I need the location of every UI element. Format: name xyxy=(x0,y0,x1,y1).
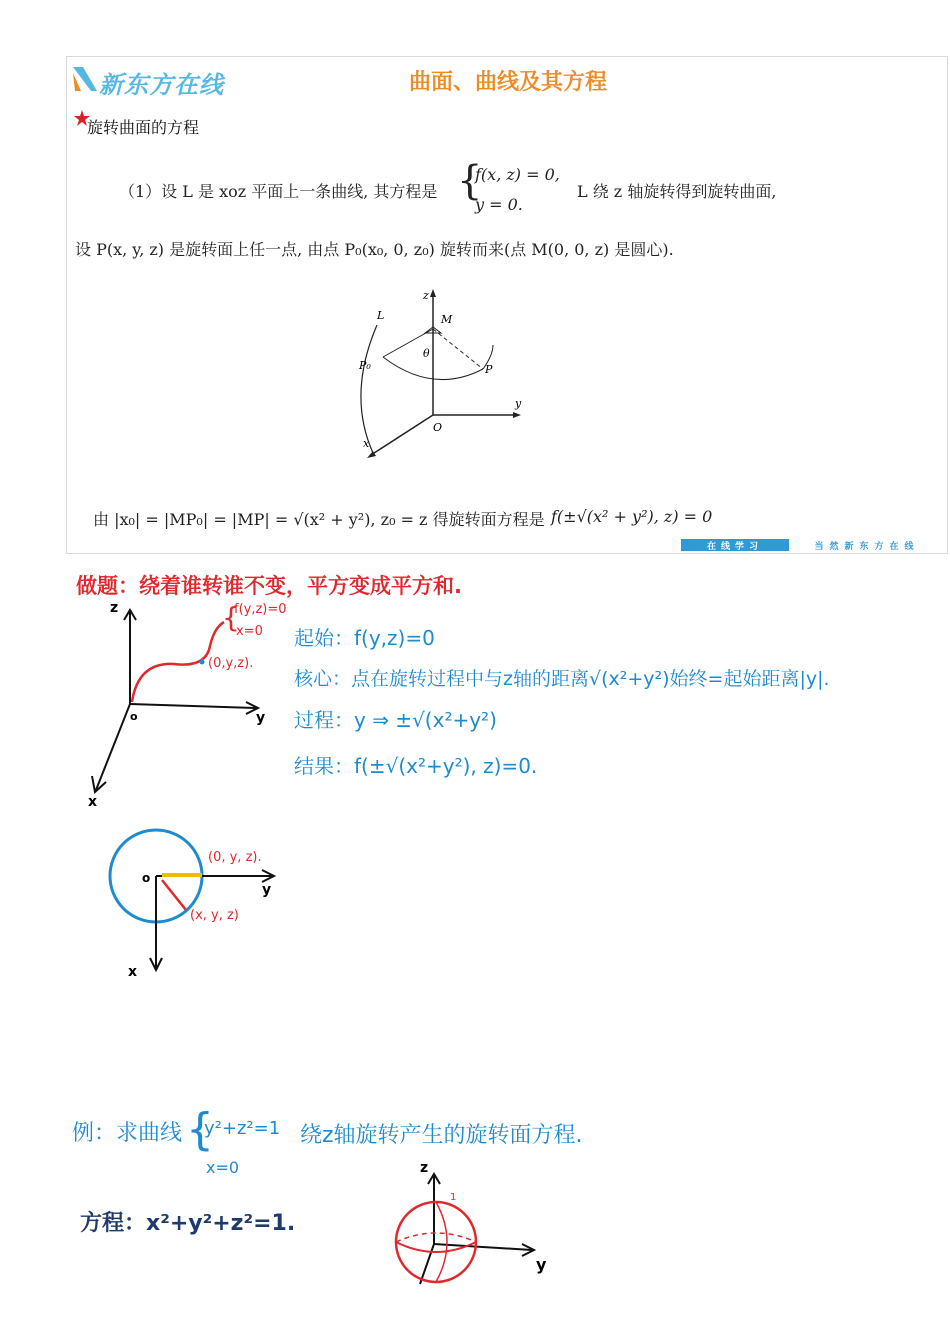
slide-title: 曲面、曲线及其方程 xyxy=(409,70,608,95)
derivation-result: f(±√(x² + y²), z) = 0 xyxy=(551,507,713,526)
note-origin: o xyxy=(130,710,138,723)
definition-line-1-suffix: L 绕 z 轴旋转得到旋转曲面, xyxy=(577,182,777,201)
rotation-figure xyxy=(347,285,547,465)
note-axis-y: y xyxy=(256,710,266,726)
system-equation-2: y = 0. xyxy=(475,195,523,214)
note-step-process: 过程：y ⇒ ±√(x²+y²) xyxy=(294,708,497,732)
fig-label-m: M xyxy=(441,313,453,326)
note-system-eq1: f(y,z)=0 xyxy=(234,602,287,617)
fig-label-z: z xyxy=(423,289,429,302)
section-heading: 旋转曲面的方程 xyxy=(87,118,200,137)
note-system-brace: { xyxy=(222,601,240,634)
example-eq1: y²+z²=1 xyxy=(204,1118,281,1139)
circle-axis-x: x xyxy=(128,964,138,980)
system-equation-1: f(x, z) = 0, xyxy=(475,165,560,184)
definition-line-1: （1）设 L 是 xoz 平面上一条曲线, 其方程是 xyxy=(119,182,438,201)
example-brace: { xyxy=(186,1104,214,1155)
note-step-result: 结果：f(±√(x²+y²), z)=0. xyxy=(294,754,538,778)
note-system-eq2: x=0 xyxy=(236,624,263,639)
derivation-line: 由 |x₀| = |MP₀| = |MP| = √(x² + y²), z₀ = z 得旋转面方程是 xyxy=(93,510,545,529)
footer-banner xyxy=(681,539,945,551)
definition-line-2: 设 P(x, y, z) 是旋转面上任一点, 由点 P₀(x₀, 0, z₀) 旋转而来(点 M(0, 0, z) 是圆心). xyxy=(75,240,674,259)
circle-point-start: (0, y, z). xyxy=(208,850,262,865)
note-point-label: (0,y,z). xyxy=(208,656,254,671)
circle-origin: o xyxy=(142,871,151,885)
sphere-tick: 1 xyxy=(450,1192,457,1203)
sphere-axis-y: y xyxy=(536,1255,547,1274)
note-step-start: 起始：f(y,z)=0 xyxy=(294,626,435,650)
footer-right: 当然新东方在线 xyxy=(789,539,945,551)
circle-point-rotated: (x, y, z) xyxy=(190,908,239,923)
fig-label-l: L xyxy=(377,309,385,322)
system-brace: { xyxy=(457,158,483,204)
circle-axis-y: y xyxy=(262,882,272,898)
example-answer: 方程：x²+y²+z²=1. xyxy=(80,1211,296,1236)
example-suffix: 绕z轴旋转产生的旋转面方程. xyxy=(300,1123,583,1148)
note-step-core: 核心：点在旋转过程中与z轴的距离√(x²+y²)始终=起始距离|y|. xyxy=(294,668,830,690)
fig-label-x: x xyxy=(363,437,370,450)
logo-text: 新东方在线 xyxy=(99,71,224,99)
note-axis-z: z xyxy=(110,600,119,616)
fig-label-p: P xyxy=(485,363,493,376)
footer-left: 在线学习 xyxy=(681,539,789,551)
note-circle-sketch xyxy=(106,818,296,982)
logo-icon xyxy=(71,63,99,95)
fig-label-o: O xyxy=(433,421,443,434)
lecture-slide xyxy=(66,56,948,554)
example-eq2: x=0 xyxy=(206,1158,240,1177)
fig-label-p0: P₀ xyxy=(359,359,371,372)
note-axis-x: x xyxy=(88,794,98,810)
sphere-axis-z: z xyxy=(420,1160,429,1176)
example-prefix: 例：求曲线 xyxy=(72,1121,183,1146)
example-sphere-sketch xyxy=(384,1158,564,1288)
fig-label-theta: θ xyxy=(423,347,430,360)
note-title: 做题：绕着谁转谁不变，平方变成平方和. xyxy=(76,574,462,598)
fig-label-y: y xyxy=(515,397,522,410)
